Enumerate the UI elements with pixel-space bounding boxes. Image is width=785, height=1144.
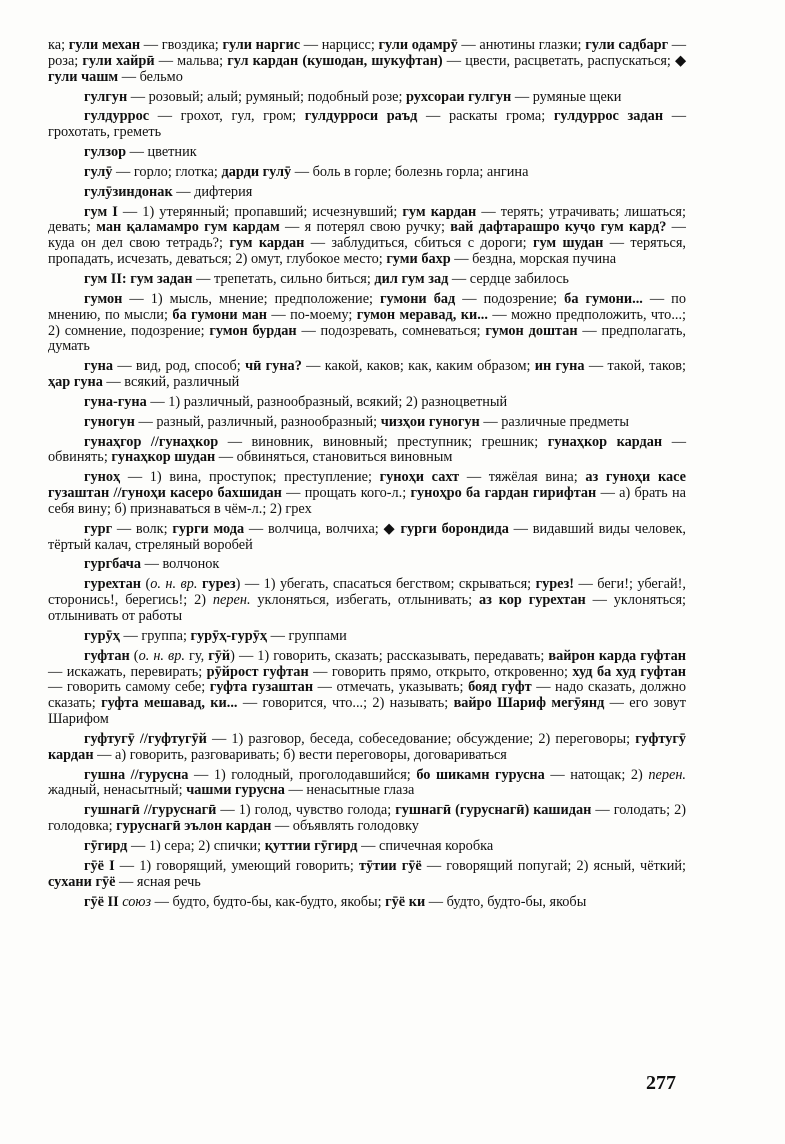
definition: ) — 1) говорить, сказать; рассказывать, передавать; — [230, 647, 549, 664]
definition: уклоняться, избегать, отлынивать; — [250, 592, 479, 609]
definition: — прощать кого-л.; — [281, 485, 411, 502]
phrase: қуттии гӯгирд — [264, 837, 358, 854]
headword: гулӯ — [84, 163, 113, 180]
definition: — сердце забилось — [448, 270, 569, 287]
headword: гуфтугӯ //гуфтугӯй — [84, 730, 207, 747]
definition: — 1) вина, проступок; преступление; — [120, 469, 380, 486]
headword: гуна-гуна — [84, 393, 147, 410]
page-number: 277 — [646, 1072, 676, 1094]
phrase: гули одамрӯ — [378, 37, 458, 53]
dictionary-entry — [48, 577, 686, 625]
phrase: гули наргис — [222, 37, 301, 53]
phrase: вайрон карда гуфтан — [548, 647, 687, 664]
definition: — нарцисс; — [300, 37, 379, 53]
phrase: гунаҳкор шудан — [111, 449, 216, 466]
definition: — горло; глотка; — [112, 163, 222, 180]
definition: — волчонок — [141, 556, 220, 573]
definition: — терять; утрачивать; лишаться; девать; — [48, 203, 686, 236]
definition: — ясная речь — [115, 873, 201, 890]
definition: — видавший виды человек, тёртый калач, стреляный воробей — [48, 520, 686, 553]
phrase: рухсораи гулгун — [406, 88, 512, 105]
phrase: гуноҳи сахт — [379, 469, 460, 486]
grammar-note: перен. — [648, 766, 686, 783]
definition: — говорить самому себе; — [48, 679, 210, 696]
definition: — уклоняться; отлынивать от работы — [48, 592, 687, 624]
phrase: гуфта гузаштан — [209, 679, 314, 696]
definition: — 1) утерянный; пропавший; исчезнувший; — [117, 203, 403, 220]
definition: — бездна, морская пучина — [450, 251, 617, 268]
dictionary-entry — [48, 395, 686, 411]
definition: — натощак; 2) — [544, 766, 649, 783]
phrase: бо шикамн гурусна — [416, 766, 545, 783]
definition: — будто, будто-бы, как-будто, якобы; — [151, 893, 386, 910]
definition: — какой, каков; как, каким образом; — [301, 358, 535, 375]
phrase: гуфтугӯ кардан — [48, 730, 686, 763]
definition: — грохотать, греметь — [48, 108, 687, 141]
definition: — трепетать, сильно биться; — [192, 270, 375, 287]
phrase: рӯйрост гуфтан — [206, 663, 309, 680]
definition: — всякий, различный — [102, 374, 240, 391]
dictionary-entry — [48, 732, 686, 764]
dictionary-entry — [48, 145, 686, 161]
grammar-note: перен. — [212, 592, 251, 609]
dictionary-entry — [48, 435, 686, 467]
definition: — его зовут Шарифом — [48, 695, 686, 728]
definition: — вид, род, способ; — [113, 358, 246, 375]
phrase: сухани гӯё — [48, 873, 116, 890]
definition: — волк; — [112, 520, 173, 537]
definition: — цвести, расцветать, распускаться; ◆ — [442, 52, 686, 69]
definition: — по-моему; — [267, 306, 357, 323]
phrase: бояд гуфт — [468, 679, 532, 696]
definition: — беги!; убегай!, сторонись!, берегись!; 2) — [48, 576, 686, 609]
definition: — искажать, перевирать; — [48, 663, 207, 680]
headword: гулгун — [84, 88, 128, 105]
headword: гуногун — [84, 413, 135, 430]
definition: — группа; — [119, 627, 191, 644]
definition: — дифтерия — [172, 183, 253, 200]
headword: гуфтан — [84, 647, 130, 664]
definition: — 1) различный, разнообразный, всякий; 2) разноцветный — [146, 393, 508, 410]
headword: гург — [84, 520, 113, 537]
definition: — мальва; — [154, 52, 228, 69]
definition: — роза; — [48, 37, 687, 69]
definition: — я потерял свою ручку; — [279, 219, 451, 236]
dictionary-entry — [48, 522, 686, 554]
definition: — ненасытные глаза — [284, 782, 415, 799]
definition: — предполагать, думать — [48, 322, 687, 355]
headword: гум II: — [84, 270, 127, 287]
grammar-note: о. н. вр. — [138, 647, 185, 664]
phrase: гӯё ки — [385, 893, 426, 910]
phrase: ин гуна — [534, 358, 585, 375]
headword: гум I — [84, 203, 118, 220]
dictionary-entry — [48, 359, 686, 391]
phrase: гумон доштан — [485, 322, 578, 339]
dictionary-entry — [48, 895, 686, 911]
phrase: гул кардан (кушодан, шукуфтан) — [227, 52, 443, 69]
headword: гӯё I — [84, 857, 115, 874]
definition: — будто, будто-бы, якобы — [425, 893, 587, 910]
phrase: гумони бад — [380, 290, 456, 307]
phrase: дил гум зад — [374, 270, 449, 287]
phrase: гум задан — [126, 270, 193, 287]
headword: гумон — [84, 290, 123, 307]
headword: гуна — [84, 358, 114, 375]
phrase: гули механ — [68, 37, 141, 53]
phrase: гум шудан — [532, 235, 604, 252]
headword: гунаҳгор //гунаҳкор — [84, 433, 219, 450]
definition: — 1) разговор, беседа, собеседование; обсуждение; 2) переговоры; — [206, 730, 636, 747]
phrase: гурез — [197, 576, 236, 593]
definition: — обвинять; — [48, 433, 686, 466]
definition: — бельмо — [118, 68, 183, 85]
definition: ) — 1) убегать, спасаться бегством; скрываться; — [235, 576, 536, 593]
phrase: гӯй — [208, 647, 231, 664]
definition: — надо сказать, должно сказать; — [48, 679, 686, 712]
phrase: тӯтии гӯё — [359, 857, 422, 874]
definition: — цветник — [126, 144, 197, 161]
phrase: гумон меравад, ки... — [356, 306, 488, 323]
continued-entry — [48, 38, 686, 86]
definition: — различные предметы — [479, 413, 629, 430]
definition: — можно предположить, что...; 2) сомнение, подозрение; — [48, 306, 687, 339]
phrase: гурӯҳ-гурӯҳ — [190, 627, 268, 644]
definition: — румяные щеки — [511, 88, 622, 105]
definition: — анютины глазки; — [457, 37, 586, 53]
definition: — волчица, волчиха; ◆ — [244, 520, 401, 537]
headword: гушна //гурусна — [84, 766, 189, 783]
phrase: гули хайрӣ — [82, 52, 155, 69]
dictionary-entry — [48, 859, 686, 891]
definition: — объявлять голодовку — [271, 818, 419, 835]
phrase: гурез! — [535, 576, 575, 593]
dictionary-entry — [48, 165, 686, 181]
dictionary-entry — [48, 803, 686, 835]
phrase: дарди гулӯ — [221, 163, 292, 180]
dictionary-entry — [48, 109, 686, 141]
dictionary-entry — [48, 90, 686, 106]
definition: — разный, различный, разнообразный; — [134, 413, 381, 430]
phrase: гунаҳкор кардан — [547, 433, 663, 450]
headword: гулӯзиндонак — [84, 183, 173, 200]
phrase: гушнагӣ (гуруснагӣ) кашидан — [395, 802, 592, 819]
headword: гургбача — [84, 556, 142, 573]
headword: гулдуррос — [84, 108, 150, 125]
phrase: ман қаламамро гум кардам — [96, 219, 280, 236]
headword: гулзор — [84, 144, 127, 161]
phrase: ба гумони ман — [172, 306, 268, 323]
phrase: гулдуррос задан — [553, 108, 664, 125]
headword: гуноҳ — [84, 469, 121, 486]
phrase: ҳар гуна — [48, 374, 103, 391]
phrase: гурги борондида — [400, 520, 509, 537]
definition: — говорить прямо, открыто, откровенно; — [308, 663, 573, 680]
headword: гушнагӣ //гуруснагӣ — [84, 802, 217, 819]
definition: — куда он дел свою тетрадь?; — [48, 219, 686, 252]
dictionary-entry — [48, 629, 686, 645]
dictionary-entry — [48, 185, 686, 201]
phrase: чӣ гуна? — [245, 358, 302, 375]
phrase: гум кардан — [402, 203, 477, 220]
dictionary-entry — [48, 470, 686, 518]
grammar-note: о. н. вр. — [150, 576, 198, 593]
grammar-note: союз — [118, 893, 152, 910]
definition: — подозрение; — [455, 290, 565, 307]
phrase: гуноҳро ба гардан гирифтан — [410, 485, 597, 502]
dictionary-entry — [48, 205, 686, 268]
phrase: гуруснагӣ эълон кардан — [116, 818, 272, 835]
definition: — грохот, гул, гром; — [149, 108, 305, 125]
definition: — 1) говорящий, умеющий говорить; — [114, 857, 359, 874]
phrase: аз кор гурехтан — [478, 592, 586, 609]
phrase: гуфта мешавад, ки... — [101, 695, 238, 712]
definition: — отмечать, указывать; — [313, 679, 469, 696]
phrase: чашми гурусна — [186, 782, 285, 799]
definition: ( — [129, 647, 139, 664]
definition: — говорится, что...; 2) называть; — [237, 695, 454, 712]
definition: — виновник, виновный; преступник; грешник; — [218, 433, 548, 450]
dictionary-entry — [48, 557, 686, 573]
headword: гурехтан — [84, 576, 142, 593]
definition: — говорящий попугай; 2) ясный, чёткий; — [421, 857, 687, 874]
phrase: гумон бурдан — [209, 322, 297, 339]
phrase: гурги мода — [172, 520, 245, 537]
definition: — а) брать на себя вину; б) признаваться в чём-л.; 2) грех — [48, 485, 686, 517]
phrase: гули садбарг — [585, 37, 669, 53]
dictionary-entry — [48, 649, 686, 728]
definition: — по мнению, по мысли; — [48, 290, 686, 323]
dictionary-entry — [48, 292, 686, 355]
definition: — группами — [267, 627, 347, 644]
phrase: худ ба худ гуфтан — [572, 663, 686, 680]
headword: гӯгирд — [84, 837, 128, 854]
phrase: аз гуноҳи касе гузаштан //гуноҳи касеро бахшидан — [48, 469, 686, 502]
definition: — раскаты грома; — [417, 108, 554, 125]
dictionary-entry — [48, 415, 686, 431]
definition: — а) говорить, разговаривать; б) вести переговоры, договариваться — [93, 746, 507, 763]
phrase: гум кардан — [229, 235, 305, 252]
phrase: гуми бахр — [386, 251, 451, 268]
definition: — боль в горле; болезнь горла; ангина — [291, 163, 529, 180]
definition: — 1) голод, чувство голода; — [216, 802, 396, 819]
phrase: вайро Шариф мегӯянд — [453, 695, 605, 712]
headword: гӯё II — [84, 893, 119, 910]
definition: ( — [141, 576, 151, 593]
definition: — заблудиться, сбиться с дороги; — [304, 235, 533, 252]
definition: жадный, ненасытный; — [48, 782, 187, 799]
definition: — 1) голодный, проголодавшийся; — [188, 766, 417, 783]
headword: гурӯҳ — [84, 627, 120, 644]
definition: ка; — [48, 37, 69, 53]
dictionary-entry — [48, 272, 686, 288]
definition: — голодать; 2) голодовка; — [48, 802, 686, 835]
definition: — теряться, пропадать, исчезать, деваться; 2) омут, глубокое место; — [48, 235, 686, 268]
phrase: чизҳои гуногун — [380, 413, 480, 430]
definition: — 1) мысль, мнение; предположение; — [122, 290, 381, 307]
phrase: гули чашм — [48, 68, 119, 85]
definition: — спичечная коробка — [357, 837, 494, 854]
definition: — розовый; алый; румяный; подобный розе; — [127, 88, 407, 105]
dictionary-entry — [48, 768, 686, 800]
definition: — гвоздика; — [140, 37, 223, 53]
dictionary-text-column — [48, 38, 686, 914]
definition: — обвиняться, становиться виновным — [215, 449, 453, 466]
definition: гу, — [185, 647, 209, 664]
phrase: гулдурроси раъд — [304, 108, 418, 125]
dictionary-entry — [48, 839, 686, 855]
phrase: ба гумони... — [564, 290, 643, 307]
definition: — подозревать, сомневаться; — [296, 322, 486, 339]
definition: — тяжёлая вина; — [459, 469, 586, 486]
phrase: вай дафтарашро куҷо гум кард? — [450, 219, 667, 236]
definition: — такой, таков; — [584, 358, 686, 375]
definition: — 1) сера; 2) спички; — [127, 837, 265, 854]
